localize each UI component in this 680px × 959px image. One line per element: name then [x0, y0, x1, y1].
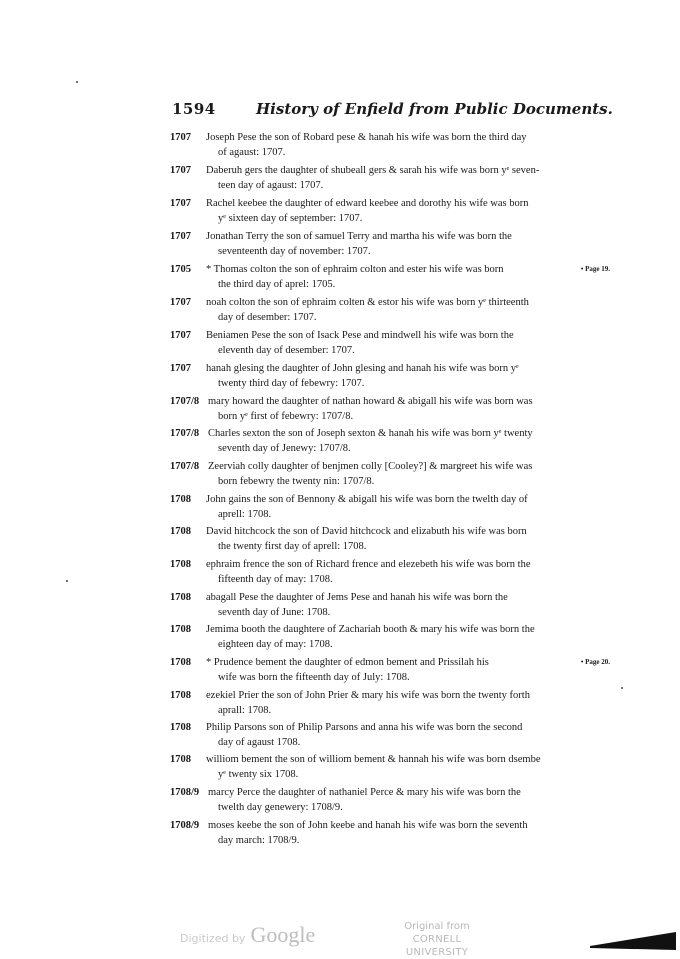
entry-text-line1: noah colton the son of ephraim colten & estor his wife was born yᵉ thirteenth	[206, 297, 529, 308]
entry-text-line1: Joseph Pese the son of Robard pese & hanah his wife was born the third day	[206, 132, 527, 143]
entry-year: 1707	[170, 363, 191, 374]
entry-year: 1707/8	[170, 396, 200, 407]
entry-year: 1707	[170, 330, 191, 341]
entry-text-line1: williom bement the son of williom bement & hannah his wife was born dsembe	[206, 754, 541, 765]
entry-text-line2: eighteen day of may: 1708.	[218, 639, 333, 650]
entry-year: 1708/9	[170, 787, 200, 798]
page-reference-note: • Page 19.	[580, 265, 610, 273]
entry-text-line1: Beniamen Pese the son of Isack Pese and mindwell his wife was born the	[206, 330, 514, 341]
entry-text-line1: * Prudence bement the daughter of edmon bement and Prissilah his	[206, 657, 489, 668]
entry-text-line1: ephraim frence the son of Richard frence and elezebeth his wife was born the	[206, 559, 531, 570]
entry-year: 1705	[170, 264, 191, 275]
entry-text-line1: David hitchcock the son of David hitchcock and elizabuth his wife was born	[206, 526, 527, 537]
entry-year: 1708	[170, 690, 191, 701]
entry-text-line2: day march: 1708/9.	[218, 835, 300, 846]
speck	[621, 687, 623, 689]
entry-text-line1: Daberuh gers the daughter of shubeall gers & sarah his wife was born yᵉ seven-	[206, 165, 540, 176]
entry-text-line2: the twenty first day of aprell: 1708.	[218, 541, 367, 552]
entry-year: 1707	[170, 132, 191, 143]
digitized-by-label: Digitized by	[180, 932, 246, 945]
entry-text-line1: mary howard the daughter of nathan howard & abigall his wife was born was	[208, 396, 533, 407]
page-number: 1594	[172, 100, 216, 118]
entry-text-line2: born yᵉ first of febewry: 1707/8.	[218, 411, 354, 422]
entry-text-line2: fifteenth day of may: 1708.	[218, 574, 333, 585]
entry-text-line2: eleventh day of desember: 1707.	[218, 345, 355, 356]
institution-name: CORNELL UNIVERSITY	[405, 934, 469, 958]
digitized-by-google	[180, 922, 315, 948]
entry-year: 1708	[170, 494, 191, 505]
entry-text-line2: aprell: 1708.	[218, 509, 272, 520]
entry-text-line2: teen day of agaust: 1707.	[218, 180, 324, 191]
entry-text-line2: day of desember: 1707.	[218, 312, 317, 323]
entry-year: 1708	[170, 559, 191, 570]
entry-text-line1: ezekiel Prier the son of John Prier & mary his wife was born the twenty forth	[206, 690, 530, 701]
entry-text-line1: marcy Perce the daughter of nathaniel Perce & mary his wife was born the	[208, 787, 521, 798]
running-title: History of Enfield from Public Documents.	[256, 100, 613, 118]
entry-year: 1708	[170, 526, 191, 537]
speck	[76, 81, 78, 83]
entry-text-line2: born febewry the twenty nin: 1707/8.	[218, 476, 375, 487]
entry-text-line1: moses keebe the son of John keebe and hanah his wife was born the seventh	[208, 820, 528, 831]
entry-text-line2: yᵉ sixteen day of september: 1707.	[218, 213, 363, 224]
entry-text-line2: of agaust: 1707.	[218, 147, 286, 158]
entry-text-line1: Jemima booth the daughtere of Zachariah booth & mary his wife was born the	[206, 624, 535, 635]
entry-text-line2: seventh day of Jenewy: 1707/8.	[218, 443, 351, 454]
entry-text-line1: Rachel keebee the daughter of edward keebee and dorothy his wife was born	[206, 198, 529, 209]
google-logo: Google	[250, 922, 316, 947]
entry-text-line2: the third day of aprel: 1705.	[218, 279, 336, 290]
entry-text-line2: aprall: 1708.	[218, 705, 272, 716]
entry-text-line1: Charles sexton the son of Joseph sexton & hanah his wife was born yᵉ twenty	[208, 428, 533, 439]
entry-year: 1708	[170, 592, 191, 603]
original-from-label: Original from	[404, 921, 470, 932]
speck	[66, 580, 68, 582]
original-from	[382, 920, 492, 959]
entry-year: 1708	[170, 754, 191, 765]
entry-year: 1707	[170, 231, 191, 242]
entry-year: 1707	[170, 165, 191, 176]
entry-year: 1708	[170, 624, 191, 635]
entry-text-line2: wife was born the fifteenth day of July: 1708.	[218, 672, 410, 683]
entry-text-line2: seventeenth day of november: 1707.	[218, 246, 371, 257]
entry-text-line2: seventh day of June: 1708.	[218, 607, 331, 618]
entry-text-line1: * Thomas colton the son of ephraim colton and ester his wife was born	[206, 264, 504, 275]
entry-text-line1: Jonathan Terry the son of samuel Terry and martha his wife was born the	[206, 231, 512, 242]
entry-text-line1: abagall Pese the daughter of Jems Pese and hanah his wife was born the	[206, 592, 508, 603]
entry-year: 1708	[170, 722, 191, 733]
entry-text-line1: hanah glesing the daughter of John glesing and hanah his wife was born yᵉ	[206, 363, 519, 374]
scan-edge-shadow	[590, 926, 680, 954]
page-reference-note: • Page 20.	[580, 658, 610, 666]
entry-text-line1: John gains the son of Bennony & abigall his wife was born the twelth day of	[206, 494, 528, 505]
entry-year: 1708	[170, 657, 191, 668]
entry-year: 1707	[170, 198, 191, 209]
entry-text-line2: yᵉ twenty six 1708.	[218, 769, 299, 780]
entry-year: 1707/8	[170, 428, 200, 439]
entry-text-line2: twelth day genewery: 1708/9.	[218, 802, 343, 813]
entry-text-line2: twenty third day of febewry: 1707.	[218, 378, 365, 389]
entry-text-line1: Zeerviah colly daughter of benjmen colly [Cooley?] & margreet his wife was	[208, 461, 533, 472]
entry-text-line1: Philip Parsons son of Philip Parsons and anna his wife was born the second	[206, 722, 523, 733]
entry-year: 1707	[170, 297, 191, 308]
entry-text-line2: day of agaust 1708.	[218, 737, 301, 748]
entry-year: 1708/9	[170, 820, 200, 831]
entry-year: 1707/8	[170, 461, 200, 472]
